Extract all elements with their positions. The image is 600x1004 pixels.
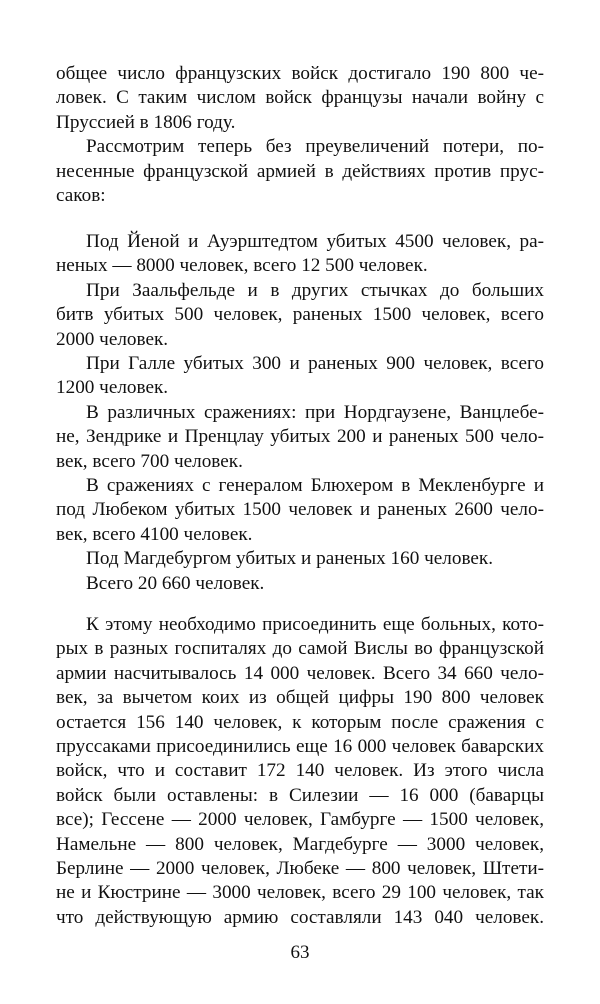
text-line: неных — 8000 человек, всего 12 500 человек. [56,255,428,277]
text-line: Всего 20 660 человек. [86,572,265,594]
text-line: При Галле убитых 300 и раненых 900 человек, всего [86,353,544,375]
page-number: 63 [290,942,310,963]
text-line: несенные французской армией в действиях против прус- [56,160,544,182]
paragraph [56,230,544,279]
paragraph [56,547,544,571]
text-line: что действующую армию составляли 143 040 человек. [56,906,544,928]
paragraph [56,279,544,352]
text-line: Под Магдебургом убитых и раненых 160 человек. [86,548,494,570]
text-line: битв убитых 500 человек, раненых 1500 человек, всего [56,304,544,326]
paragraph [56,474,544,547]
text-line: Под Йеной и Ауэрштедтом убитых 4500 человек, ра- [86,231,544,252]
text-line: век, всего 700 человек. [56,450,243,472]
text-block-intro [56,62,544,208]
text-line: пруссаками присоединились еще 16 000 человек баварских [56,736,544,758]
text-line: армии насчитывалось 14 000 человек. Всего 34 660 чело- [56,662,544,684]
text-block-losses [56,230,544,596]
text-line: Берлине — 2000 человек, Любеке — 800 человек, Штети- [56,858,544,880]
text-line: не и Кюстрине — 3000 человек, всего 29 100 человек, так [56,882,544,904]
text-line: Рассмотрим теперь без преувеличений потери, по- [86,136,544,158]
text-line: общее число французских войск достигало 190 800 че- [56,63,544,84]
text-line: Намельне — 800 человек, Магдебурге — 3000 человек, [56,833,544,855]
text-line: саков: [56,185,106,207]
text-line: все); Гессене — 2000 человек, Гамбурге — 1500 человек, [56,809,544,831]
paragraph [56,572,544,596]
text-line: В различных сражениях: при Нордгаузене, Ванцлебе- [86,401,544,423]
text-line: ловек. С таким числом войск французы начали войну с [56,87,544,109]
paragraph [56,62,544,135]
text-line: не, Зендрике и Пренцлау убитых 200 и раненых 500 чело- [56,426,544,448]
paragraph [56,401,544,474]
text-line: остается 156 140 человек, к которым после сражения с [56,711,544,733]
text-line: век, всего 4100 человек. [56,523,253,545]
text-line: под Любеком убитых 1500 человек и раненых 2600 чело- [56,499,544,521]
text-line: рых в разных госпиталях до самой Вислы во французской [56,638,544,660]
text-line: В сражениях с генералом Блюхером в Мекленбурге и [86,475,544,497]
text-line: 1200 человек. [56,377,169,399]
text-line: войск были оставлены: в Силезии — 16 000 (баварцы [56,784,544,806]
paragraph [56,613,544,930]
paragraph [56,135,544,208]
text-line: К этому необходимо присоединить еще больных, кото- [86,614,544,635]
text-line: век, за вычетом коих из общей цифры 190 800 человек [56,687,544,709]
text-block-summary [56,613,544,930]
text-line: 2000 человек. [56,328,169,350]
text-line: Пруссией в 1806 году. [56,111,236,133]
text-line: войск, что и составит 172 140 человек. Из этого числа [56,760,544,782]
text-line: При Заальфельде и в других стычках до больших [86,279,544,301]
paragraph [56,352,544,401]
